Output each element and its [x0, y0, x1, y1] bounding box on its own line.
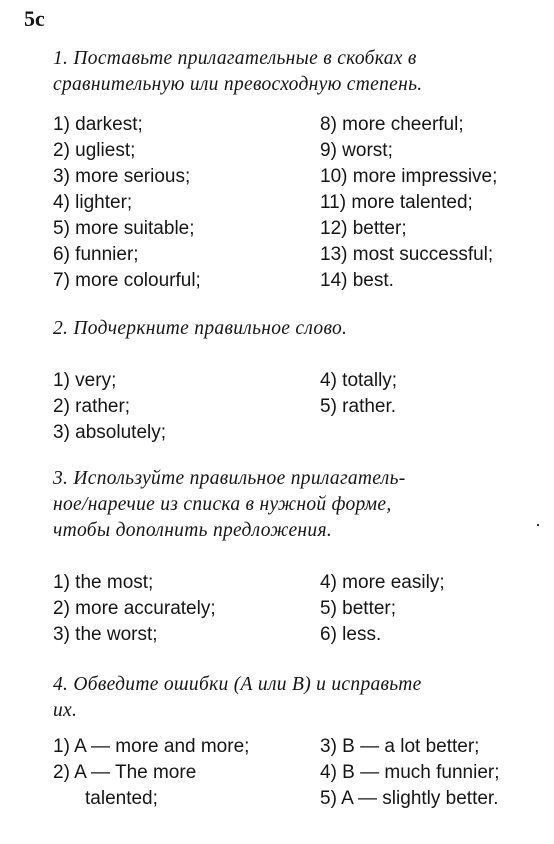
answer-item: 3) B — a lot better; — [320, 736, 480, 757]
answer-item: 2) more accurately; — [53, 598, 216, 619]
instruction-line: сравнительную или превосходную степень. — [53, 74, 423, 95]
instruction-line: 2. Подчеркните правильное слово. — [53, 318, 348, 339]
instruction-line: 1. Поставьте прилагательные в скобках в — [53, 48, 417, 69]
answer-item: 4) more easily; — [320, 572, 445, 593]
answer-item: 5) rather. — [320, 396, 397, 417]
section-label: 5c — [24, 6, 45, 31]
instruction-line: ное/наречие из списка в нужной форме, — [53, 494, 392, 515]
answer-item: 14) best. — [320, 270, 394, 291]
answer-item: 8) more cheerful; — [320, 114, 464, 135]
answer-item: 6) funnier; — [53, 244, 139, 265]
exercise-4-instruction — [53, 672, 533, 724]
answer-item: 7) more colourful; — [53, 270, 201, 291]
exercise-3-instruction — [53, 466, 533, 544]
instruction-line: чтобы дополнить предложения. — [53, 520, 332, 541]
answer-item: 2) A — The more — [53, 762, 197, 783]
answer-item: 5) more suitable; — [53, 218, 195, 239]
exercise-2-instruction — [53, 316, 533, 342]
answer-item: 1) very; — [53, 370, 117, 391]
instruction-line: их. — [53, 700, 78, 721]
answer-item: 4) B — much funnier; — [320, 762, 500, 783]
stray-dot — [537, 524, 539, 526]
answer-item: 11) more talented; — [320, 192, 473, 213]
answer-item: 13) most successful; — [320, 244, 494, 265]
instruction-line: 3. Используйте правильное прилагатель- — [53, 468, 406, 489]
answer-item: 5) A — slightly better. — [320, 788, 499, 809]
answer-item: 3) more serious; — [53, 166, 191, 187]
answer-item: 2) ugliest; — [53, 140, 136, 161]
answer-item: 12) better; — [320, 218, 407, 239]
answer-item: 1) darkest; — [53, 114, 143, 135]
answer-item: 2) rather; — [53, 396, 131, 417]
answer-item: talented; — [85, 788, 158, 809]
answer-item: 3) absolutely; — [53, 422, 167, 443]
answer-item: 4) lighter; — [53, 192, 133, 213]
answer-item: 4) totally; — [320, 370, 398, 391]
instruction-line: 4. Обведите ошибки (А или В) и исправьте — [53, 674, 422, 695]
answer-item: 6) less. — [320, 624, 382, 645]
answer-item: 10) more impressive; — [320, 166, 498, 187]
answer-item: 1) A — more and more; — [53, 736, 250, 757]
answer-item: 5) better; — [320, 598, 397, 619]
answer-item: 3) the worst; — [53, 624, 158, 645]
answer-item: 9) worst; — [320, 140, 393, 161]
exercise-1-instruction — [53, 46, 533, 98]
answer-item: 1) the most; — [53, 572, 154, 593]
